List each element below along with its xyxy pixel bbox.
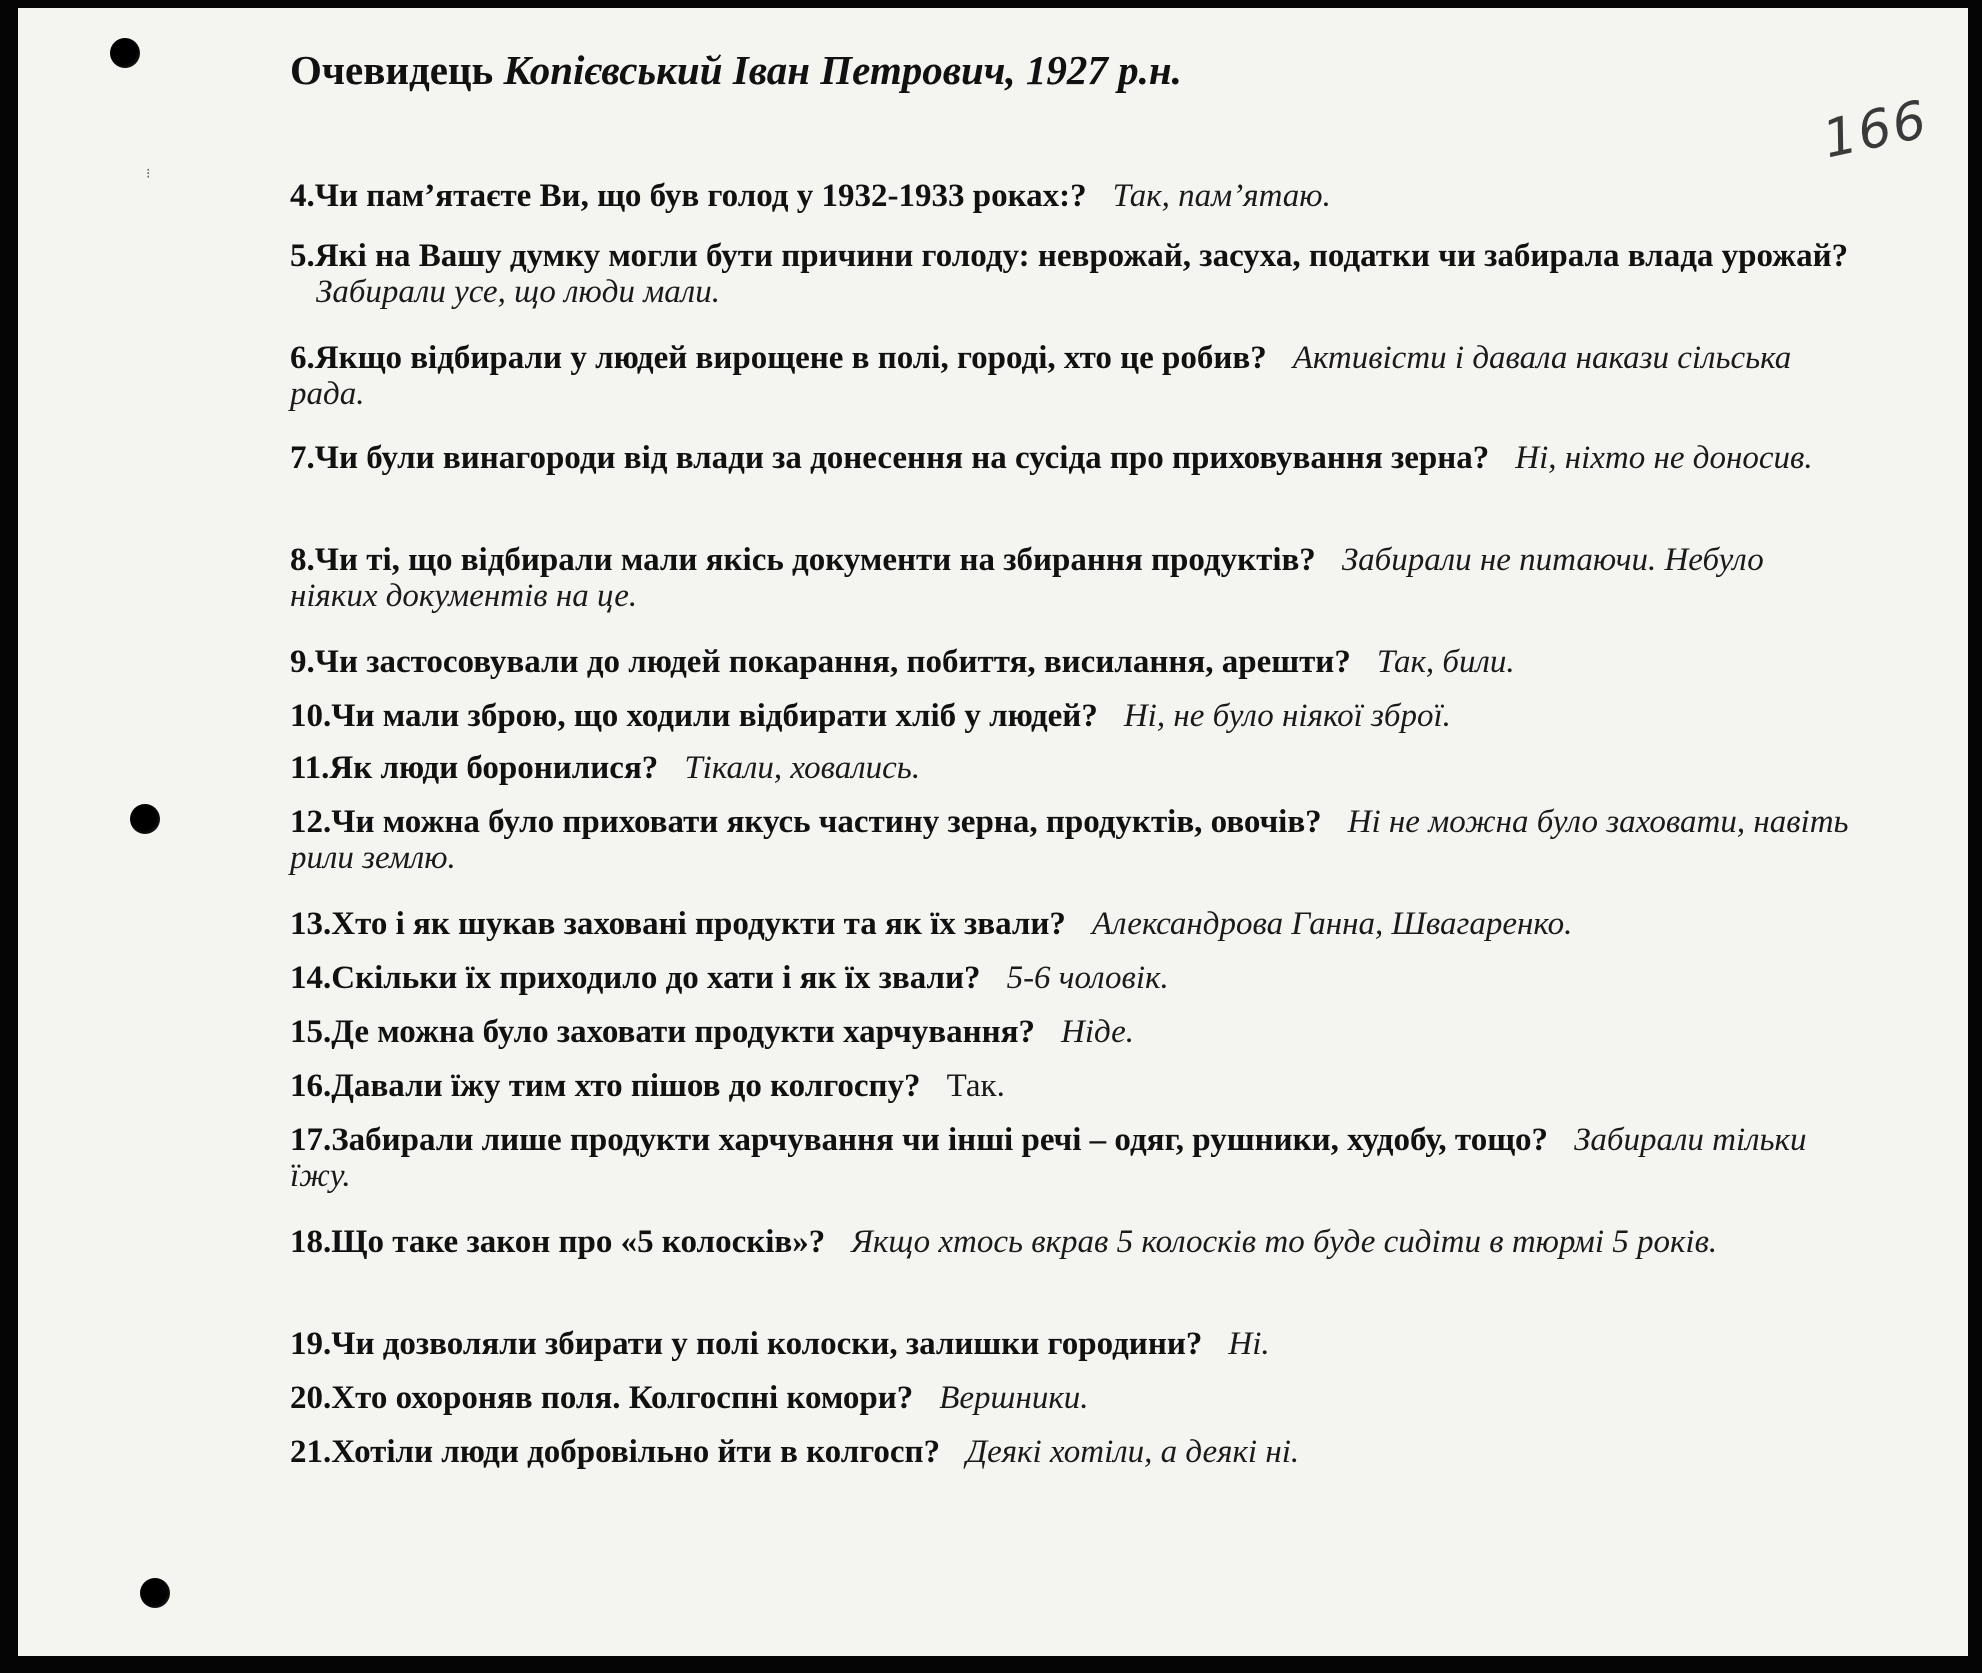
answer-text: Так, били. xyxy=(1376,644,1515,680)
qa-item xyxy=(290,1224,1850,1260)
question-text: 14.Скільки їх приходило до хати і як їх звали? xyxy=(290,960,981,996)
question-text: 7.Чи були винагороди від влади за донесення на сусіда про приховування зерна? xyxy=(290,440,1490,476)
question-text: 15.Де можна було заховати продукти харчування? xyxy=(290,1014,1035,1050)
qa-item xyxy=(290,906,1850,942)
question-text: 4.Чи пам’ятаєте Ви, що був голод у 1932-1933 роках:? xyxy=(290,178,1087,214)
answer-text: Забирали усе, що люди мали. xyxy=(316,274,720,310)
question-text: 8.Чи ті, що відбирали мали якісь документи на збирання продуктів? xyxy=(290,542,1316,578)
question-text: 10.Чи мали зброю, що ходили відбирати хліб у людей? xyxy=(290,698,1098,734)
answer-text: Ні. xyxy=(1228,1326,1270,1362)
answer-text: Александрова Ганна, Швагаренко. xyxy=(1091,906,1573,942)
question-text: 11.Як люди боронилися? xyxy=(290,750,659,786)
answer-text: 5-6 чоловік. xyxy=(1006,960,1169,996)
answer-text: Тікали, ховались. xyxy=(684,750,921,786)
punch-hole-middle xyxy=(130,804,160,834)
paper-specks: ⁝ xyxy=(146,167,151,182)
punch-hole-bottom xyxy=(140,1578,170,1608)
qa-item xyxy=(290,644,1850,680)
qa-item xyxy=(290,1380,1850,1416)
answer-text: Якщо хтось вкрав 5 колосків то буде сидіти в тюрмі 5 років. xyxy=(851,1224,1718,1260)
answer-text: Активісти і давала накази сільська рада. xyxy=(290,340,1792,412)
answer-text: Ні, не було ніякої зброї. xyxy=(1123,698,1451,734)
question-text: 6.Якщо відбирали у людей вирощене в полі, городі, хто це робив? xyxy=(290,340,1267,376)
qa-item xyxy=(290,1326,1850,1362)
qa-item xyxy=(290,238,1850,310)
answer-text: Ні, ніхто не доносив. xyxy=(1515,440,1813,476)
qa-item xyxy=(290,1122,1850,1194)
question-text: 5.Які на Вашу думку могли бути причини голоду: неврожай, засуха, податки чи забирала влада урожай? xyxy=(290,238,1849,274)
answer-text: Забирали тільки їжу. xyxy=(290,1122,1807,1194)
page-title xyxy=(290,46,1182,94)
question-text: 21.Хотіли люди добровільно йти в колгосп? xyxy=(290,1434,941,1470)
answer-text: Ніде. xyxy=(1060,1014,1134,1050)
qa-item xyxy=(290,1434,1850,1470)
answer-text: Так, пам’ятаю. xyxy=(1112,178,1331,214)
question-text: 16.Давали їжу тим хто пішов до колгоспу? xyxy=(290,1068,921,1104)
question-text: 18.Що таке закон про «5 колосків»? xyxy=(290,1224,826,1260)
qa-item xyxy=(290,340,1850,412)
qa-item xyxy=(290,1014,1850,1050)
question-text: 9.Чи застосовували до людей покарання, побиття, висилання, арешти? xyxy=(290,644,1351,680)
answer-text: Так. xyxy=(946,1068,1005,1104)
handwritten-page-number: 166 xyxy=(1817,89,1934,171)
qa-item xyxy=(290,960,1850,996)
qa-item xyxy=(290,178,1850,214)
answer-text: Деякі хотіли, а деякі ні. xyxy=(966,1434,1300,1470)
question-text: 13.Хто і як шукав заховані продукти та як їх звали? xyxy=(290,906,1066,942)
answer-text: Вершники. xyxy=(939,1380,1089,1416)
qa-item xyxy=(290,698,1850,734)
question-text: 17.Забирали лише продукти харчування чи інші речі – одяг, рушники, худобу, тощо? xyxy=(290,1122,1549,1158)
qa-item xyxy=(290,804,1850,876)
qa-item xyxy=(290,750,1850,786)
answer-text: Ні не можна було заховати, навіть рили землю. xyxy=(290,804,1849,876)
qa-item xyxy=(290,440,1850,476)
question-text: 19.Чи дозволяли збирати у полі колоски, залишки городини? xyxy=(290,1326,1203,1362)
document-sheet xyxy=(18,8,1968,1656)
qa-item xyxy=(290,1068,1850,1104)
question-text: 20.Хто охороняв поля. Колгоспні комори? xyxy=(290,1380,914,1416)
punch-hole-top xyxy=(110,38,140,68)
answer-text: Забирали не питаючи. Небуло ніяких документів на це. xyxy=(290,542,1764,614)
witness-name: Копієвський Іван Петрович, 1927 р.н. xyxy=(503,47,1182,93)
title-label: Очевидець xyxy=(290,47,494,93)
question-text: 12.Чи можна було приховати якусь частину зерна, продуктів, овочів? xyxy=(290,804,1322,840)
qa-item xyxy=(290,542,1850,614)
